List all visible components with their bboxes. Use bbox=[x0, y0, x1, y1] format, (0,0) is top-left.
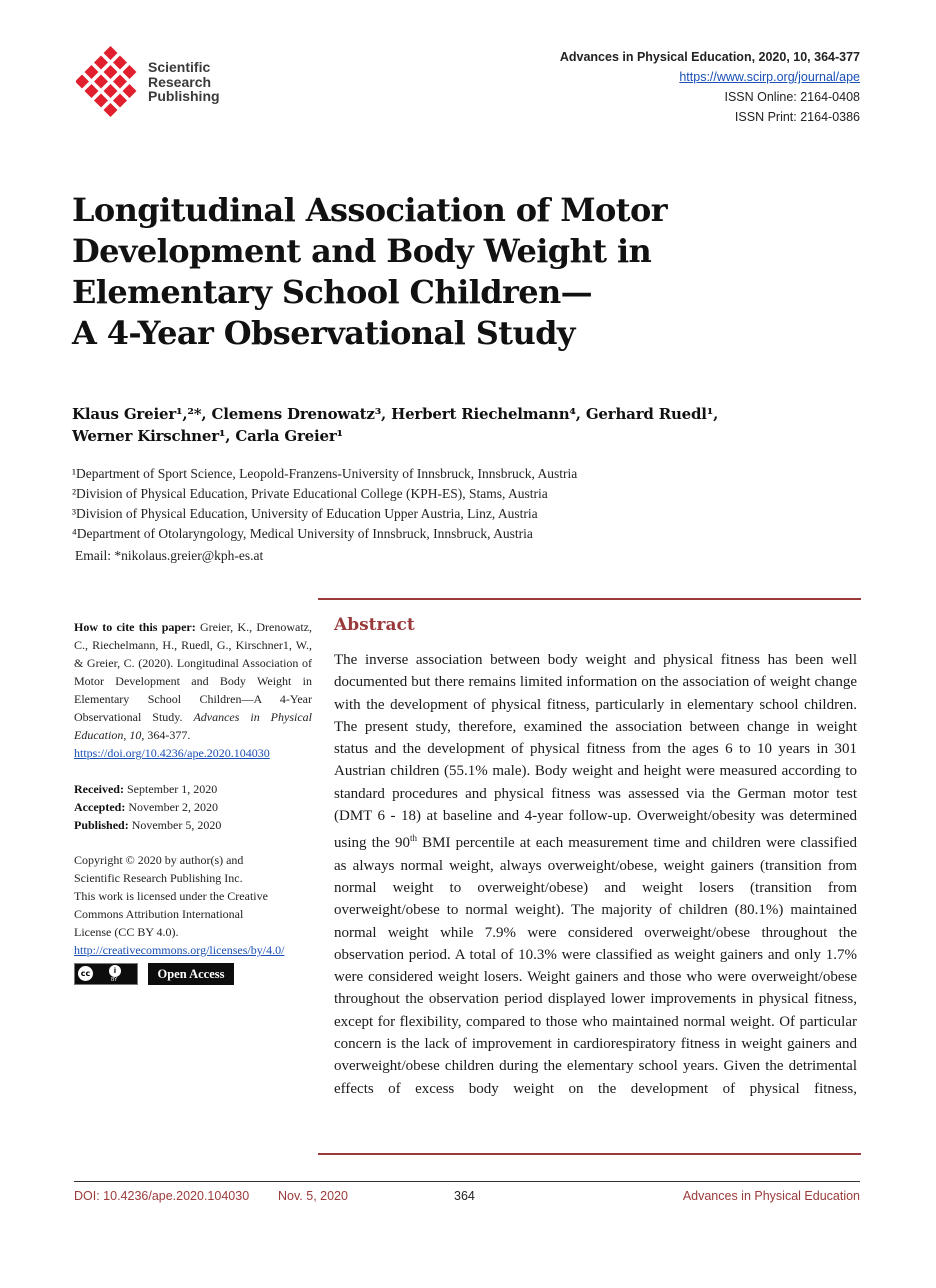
cite-pages: 364-377. bbox=[147, 728, 191, 742]
logo-diamond bbox=[94, 94, 108, 108]
authors-line: Klaus Greier¹,²*, Clemens Drenowatz³, Herbert Riechelmann⁴, Gerhard Ruedl¹, bbox=[72, 405, 719, 423]
scirp-diamond-logo-icon bbox=[76, 46, 140, 118]
received-date bbox=[74, 780, 312, 798]
accepted-label: Accepted: bbox=[74, 800, 126, 814]
journal-info bbox=[560, 47, 860, 127]
author-list bbox=[72, 403, 852, 447]
copyright-line: Scientific Research Publishing Inc. bbox=[74, 871, 243, 885]
received-label: Received: bbox=[74, 782, 124, 796]
footer-rule bbox=[74, 1181, 860, 1182]
attribution-person-icon: i bbox=[109, 965, 121, 977]
sidebar-citation-info bbox=[74, 618, 312, 985]
logo-diamond bbox=[85, 65, 99, 79]
publisher-name-line: Scientific bbox=[148, 59, 211, 75]
doi-link[interactable]: https://doi.org/10.4236/ape.2020.104030 bbox=[74, 746, 270, 760]
abstract-heading: Abstract bbox=[334, 615, 415, 635]
publisher-logo bbox=[76, 46, 246, 122]
logo-diamond bbox=[123, 84, 137, 98]
title-line: Longitudinal Association of Motor bbox=[72, 191, 667, 229]
publisher-name-line: Publishing bbox=[148, 88, 220, 104]
published-label: Published: bbox=[74, 818, 129, 832]
affiliation-item: ⁴Department of Otolaryngology, Medical University of Innsbruck, Innsbruck, Austria bbox=[72, 526, 533, 541]
footer-journal-name: Advances in Physical Education bbox=[682, 1189, 860, 1203]
footer-doi: DOI: 10.4236/ape.2020.104030 bbox=[74, 1189, 250, 1203]
title-line: Development and Body Weight in bbox=[72, 232, 652, 270]
title-line: A 4-Year Observational Study bbox=[72, 314, 575, 352]
copyright-line: Copyright © 2020 by author(s) and bbox=[74, 853, 244, 867]
published-value: November 5, 2020 bbox=[131, 818, 222, 832]
how-to-cite bbox=[74, 618, 312, 762]
ordinal-suffix: th bbox=[410, 833, 418, 844]
accepted-value: November 2, 2020 bbox=[128, 800, 218, 814]
cite-text: Greier, K., Drenowatz, C., Riechelmann, H., Ruedl, G., Kirschner1, W., & Greier, C. (2020). Longitudinal Association of Motor Development and Body Weight in Elementary School Children—A 4-Year Observational Study. bbox=[74, 620, 312, 724]
corresponding-email[interactable]: Email: *nikolaus.greier@kph-es.at bbox=[75, 548, 264, 563]
cite-journal: Advances in Physical Education, 10, bbox=[74, 710, 312, 742]
publisher-name bbox=[148, 60, 220, 104]
journal-url-link[interactable]: https://www.scirp.org/journal/ape bbox=[679, 70, 860, 84]
published-date bbox=[74, 816, 312, 834]
footer-date: Nov. 5, 2020 bbox=[278, 1189, 348, 1203]
cc-icon: cc bbox=[78, 966, 93, 981]
affiliation-item: ²Division of Physical Education, Private Educational College (KPH-ES), Stams, Austria bbox=[72, 486, 548, 501]
accepted-date bbox=[74, 798, 312, 816]
copyright-line: This work is licensed under the Creative bbox=[74, 889, 268, 903]
page-number: 364 bbox=[454, 1189, 475, 1203]
by-label: BY bbox=[111, 977, 118, 983]
logo-diamond bbox=[104, 84, 118, 98]
title-line: Elementary School Children— bbox=[72, 273, 593, 311]
copyright-line: Commons Attribution International bbox=[74, 907, 244, 921]
affiliation-item: ¹Department of Sport Science, Leopold-Franzens-University of Innsbruck, Innsbruck, Austria bbox=[72, 466, 578, 481]
license-link[interactable]: http://creativecommons.org/licenses/by/4.0/ bbox=[74, 943, 285, 957]
cc-by-badge[interactable] bbox=[74, 963, 138, 985]
journal-citation-line: Advances in Physical Education, 2020, 10, 364-377 bbox=[559, 50, 860, 64]
issn-print: ISSN Print: 2164-0386 bbox=[734, 110, 860, 124]
abstract-top-rule bbox=[318, 598, 861, 600]
logo-diamond bbox=[113, 75, 127, 89]
logo-diamond bbox=[113, 94, 127, 108]
publication-dates bbox=[74, 780, 312, 834]
license-badges bbox=[74, 963, 312, 985]
affiliations bbox=[72, 464, 852, 566]
cite-label: How to cite this paper: bbox=[74, 620, 196, 634]
publisher-name-line: Research bbox=[148, 73, 212, 90]
abstract-text-content: The inverse association between body weight and physical fitness has been well documented but there remains limited information on the association of weight change with the development of physical fitness, particularly in elementary school children. The present study, therefore, examined the association between change in weight status and the development of physical fitness from the ages 6 to 10 years in 301 Austrian children (55.1% male). Body weight and height were measured according to standard procedures and physical fitness was assessed via the German motor test (DMT 6 - 18) at baseline and 4-year follow-up. Overweight/obesity was determined using the 90th BMI percentile at each measurement time and children were classified as always normal weight, always overweight/obese, weight gainers (transition from normal weight to overweight/obese) and weight losers (transition from overweight/obese to normal weight). The majority of children (80.1%) maintained normal weight while 7.9% were considered overweight/obese throughout the observation period. A total of 10.3% were classified as weight gainers and only 1.7% were considered weight losers. Weight gainers and those who were overweight/obese throughout the observation period displayed lower improvements in physical fitness, except for flexibility, compared to those who maintained normal weight. Of particular concern is the lack of improvement in cardiorespiratory fitness in weight gainers and overweight/obese children during the elementary school years. Given the detrimental effects of excess body weight on the development of physical fitness, bbox=[334, 652, 857, 1097]
logo-diamond bbox=[85, 84, 99, 98]
received-value: September 1, 2020 bbox=[126, 782, 218, 796]
abstract-bottom-rule bbox=[318, 1153, 861, 1155]
affiliation-item: ³Division of Physical Education, University of Education Upper Austria, Linz, Austria bbox=[72, 506, 538, 521]
logo-diamond bbox=[113, 56, 127, 70]
abstract-text bbox=[334, 649, 857, 1100]
logo-diamond bbox=[94, 56, 108, 70]
copyright-line: License (CC BY 4.0). bbox=[74, 925, 179, 939]
logo-diamond bbox=[94, 75, 108, 89]
logo-diamond bbox=[104, 46, 118, 60]
logo-diamond bbox=[104, 103, 118, 117]
article-title bbox=[72, 190, 772, 354]
page-footer bbox=[74, 1189, 860, 1207]
authors-line: Werner Kirschner¹, Carla Greier¹ bbox=[72, 427, 343, 445]
open-access-badge[interactable]: Open Access bbox=[148, 963, 234, 985]
logo-diamond bbox=[123, 65, 137, 79]
logo-diamond bbox=[104, 65, 118, 79]
logo-diamond bbox=[76, 75, 89, 89]
copyright-notice bbox=[74, 851, 312, 985]
issn-online: ISSN Online: 2164-0408 bbox=[724, 90, 860, 104]
